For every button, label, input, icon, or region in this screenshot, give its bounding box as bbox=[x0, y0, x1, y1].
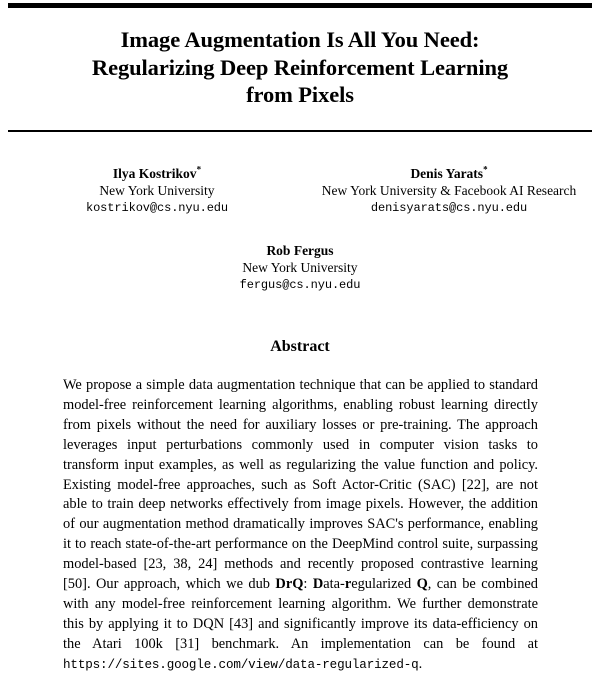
author-affiliation-1: New York University bbox=[99, 183, 215, 198]
author-block-3 bbox=[150, 242, 450, 294]
author-name-3-text: Rob Fergus bbox=[266, 243, 334, 258]
abstract-text: . bbox=[418, 655, 423, 672]
author-name-1 bbox=[8, 165, 306, 182]
abstract-text: We propose a simple data augmentation technique that can be applied to standard model-free reinforcement learning algorithms, enabling robust learning directly from pixels without the need for auxiliary losses or pre-training. The approach leverages input perturbations commonly used in computer vision tasks to transform input examples, as well as regularizing the value function and policy. Existing model-free approaches, such as Soft Actor-Critic (SAC) [22], are not able to train deep networks effectively from image pixels. However, the addition of our augmentation method dramatically improves SAC's performance, enabling it to reach state-of-the-art performance on the DeepMind control suite, surpassing model-based [23, 38, 24] methods and recently proposed contrastive learning [50]. Our approach, which we dub bbox=[63, 377, 538, 593]
author-affiliation-2: New York University & Facebook AI Research bbox=[321, 183, 577, 198]
abstract-emphasis: r bbox=[344, 576, 352, 593]
author-name-1-text: Ilya Kostrikov bbox=[112, 166, 197, 181]
abstract-heading: Abstract bbox=[270, 338, 330, 355]
abstract-url[interactable]: https://sites.google.com/view/data-regularized-q bbox=[63, 657, 419, 672]
author-email-3[interactable]: fergus@cs.nyu.edu bbox=[239, 277, 361, 292]
abstract-emphasis: D bbox=[312, 576, 324, 593]
title-line-2: Regularizing Deep Reinforcement Learning bbox=[91, 54, 509, 80]
author-footnote-marker-1: * bbox=[196, 164, 202, 175]
header-rule-thick bbox=[8, 3, 592, 8]
author-footnote-marker-2: * bbox=[483, 164, 488, 175]
page-title bbox=[30, 26, 570, 109]
abstract-text: : bbox=[303, 576, 313, 593]
abstract-body bbox=[63, 376, 538, 676]
title-line-1: Image Augmentation Is All You Need: bbox=[120, 27, 480, 52]
abstract-text: egularized bbox=[351, 576, 417, 593]
author-name-2-text: Denis Yarats bbox=[410, 166, 484, 181]
abstract-emphasis: Q bbox=[416, 576, 428, 593]
authors-row bbox=[8, 165, 592, 217]
author-name-3 bbox=[150, 242, 450, 259]
abstract-emphasis: DrQ bbox=[275, 576, 304, 593]
author-email-1[interactable]: kostrikov@cs.nyu.edu bbox=[85, 200, 229, 215]
title-rule-thin bbox=[8, 130, 592, 132]
abstract-text: , can be combined with any model-free reinforcement learning algorithm. We further demonstrate this by applying it to DQN [43] and significantly improve its data-efficiency on the Atari 100k [31] benchmark. An implementation can be found at bbox=[63, 576, 538, 652]
author-affiliation-3: New York University bbox=[242, 260, 358, 275]
title-line-3: from Pixels bbox=[246, 82, 354, 107]
author-name-2 bbox=[306, 165, 592, 182]
author-block-1 bbox=[8, 165, 306, 217]
abstract-text: ata- bbox=[323, 576, 345, 593]
author-email-2[interactable]: denisyarats@cs.nyu.edu bbox=[370, 200, 528, 215]
author-block-2 bbox=[306, 165, 592, 217]
